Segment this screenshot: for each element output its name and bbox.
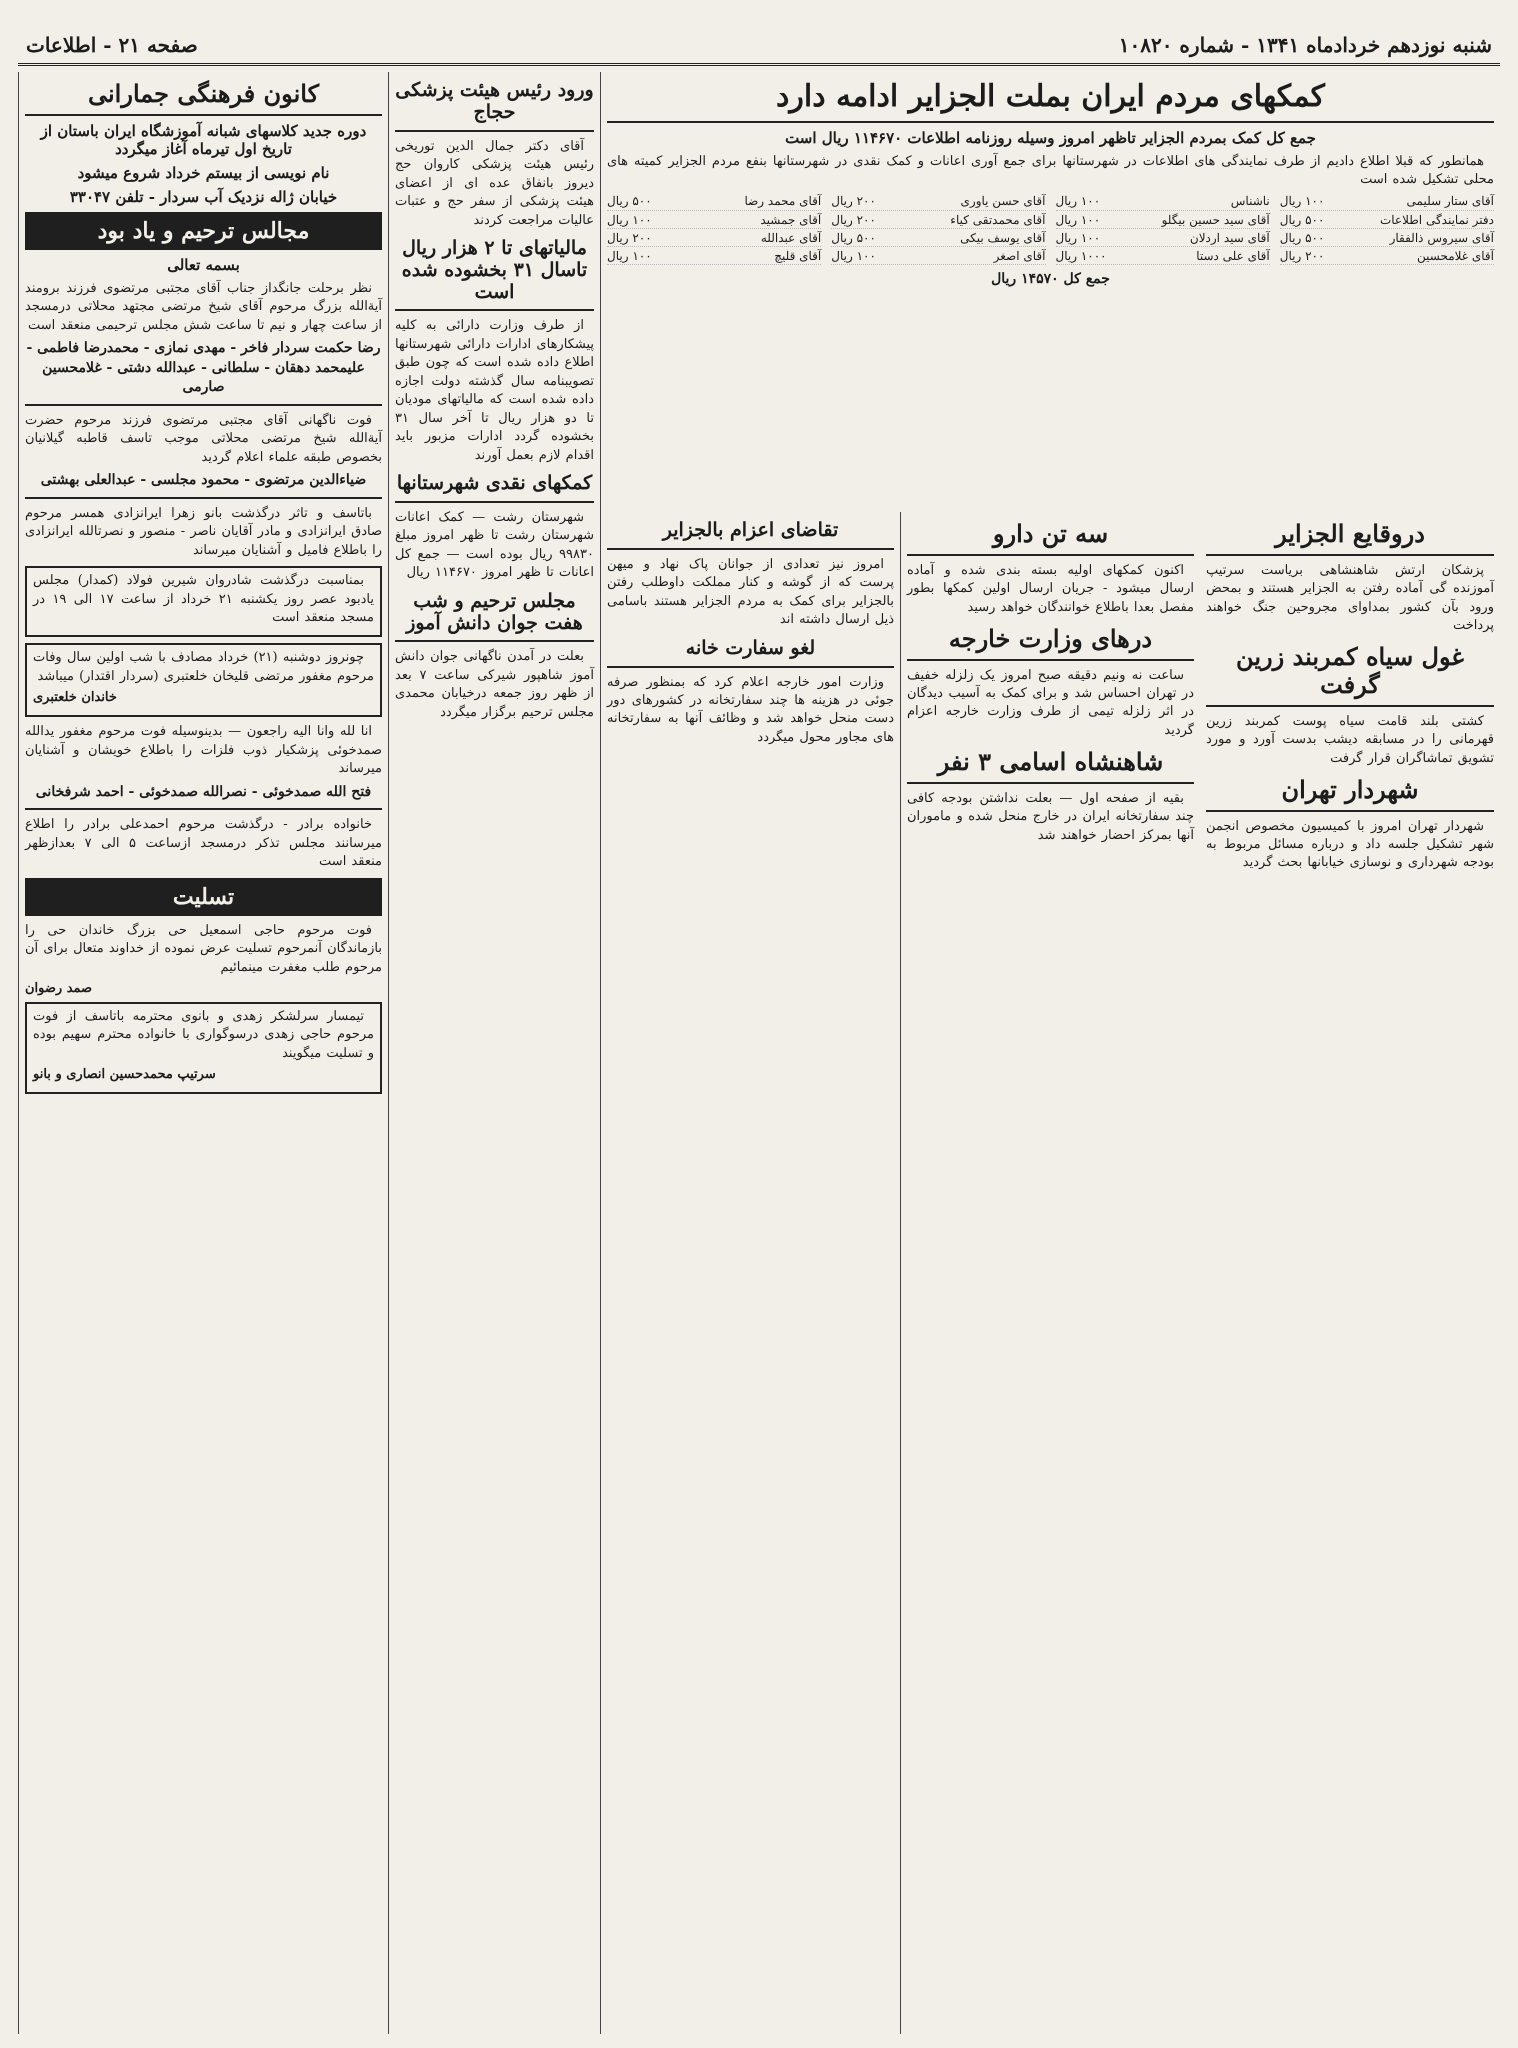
donor-name: آقای حسن یاوری bbox=[960, 194, 1046, 209]
notice-heading: بسمه تعالی bbox=[167, 255, 240, 274]
memorial-names-3: فتح الله صمدخوئی - نصرالله صمدخوئی - احمد شرفخانی bbox=[35, 783, 372, 800]
donor-name: آقای یوسف بیکی bbox=[960, 230, 1046, 245]
donor-amount: ۵۰۰ ریال bbox=[831, 230, 876, 245]
memorial-box-1 bbox=[25, 566, 382, 637]
column-e bbox=[1200, 512, 1500, 2034]
column-c bbox=[600, 512, 900, 2034]
story-title: شهردار تهران bbox=[1206, 772, 1494, 812]
header-page: صفحه ۲۱ - اطلاعات bbox=[26, 33, 198, 57]
story-text: امروز نیز تعدادی از جوانان پاک نهاد و میهن پرست که از گوشه و کنار مملکت داوطلب رفتن بالجزایر برای کمک به مردم الجزایر هستند باسامی ذیل ارسال داشته اند bbox=[607, 556, 894, 628]
memorial-signature-3: سرتیپ محمدحسین انصاری و بانو bbox=[33, 1067, 216, 1083]
donor-entry bbox=[1056, 212, 1270, 229]
story-text: وزارت امور خارجه اعلام کرد که بمنظور صرفه جوئی در هزینه ها چند سفارتخانه در کشورهای دور دست منحل خواهد شد و وظائف آنها به سفارتخانه های مجاور محول میگردد bbox=[607, 674, 894, 745]
story-text: آقای دکتر جمال الدین توریخی رئیس هیئت پزشکی کاروان حج دیروز بانفاق عده ای از اعضای هیئت پزشکی از سفر حج و عتبات عالیات مراجعت کردند bbox=[395, 138, 594, 228]
donor-name: ناشناس bbox=[1230, 194, 1270, 209]
story-title: ورود رئیس هیئت پزشکی حجاج bbox=[395, 76, 594, 132]
donor-name: آقای عبدالله bbox=[760, 230, 822, 245]
memorial-banner: مجالس ترحیم و یاد بود bbox=[25, 212, 382, 250]
donor-amount: ۵۰۰ ریال bbox=[1279, 212, 1325, 227]
donor-amount: ۱۰۰ ریال bbox=[831, 248, 876, 263]
memorial-names-2: ضیاءالدین مرتضوی - محمود مجلسی - عبدالعلی بهشتی bbox=[40, 472, 367, 489]
donor-name: آقای قلیچ bbox=[774, 248, 822, 263]
donor-entry bbox=[831, 212, 1045, 229]
donor-entry bbox=[1056, 248, 1270, 265]
story-title: مجلس ترحیم و شب هفت جوان دانش آموز bbox=[395, 587, 594, 643]
main-headline: کمکهای مردم ایران بملت الجزایر ادامه دارد bbox=[607, 76, 1494, 123]
memorial-box-1-text: بمناسبت درگذشت شادروان شیرین فولاد (کمدار) مجلس یادبود عصر روز یکشنبه ۲۱ خرداد از ساعت ۱۷ الی ۱۹ در مسجد منعقد است bbox=[33, 573, 374, 625]
donor-name: آقای سید اردلان bbox=[1189, 230, 1270, 245]
story-title: کمکهای نقدی شهرستانها bbox=[395, 469, 594, 503]
donor-list bbox=[607, 193, 1494, 265]
memorial-notice-5: خانواده برادر - درگذشت مرحوم احمدعلی برادر را اطلاع میرسانند مجلس تذکر درمسجد ازساعت ۵ الی ۷ بعدازظهر منعقد است bbox=[25, 817, 382, 870]
donor-amount: ۲۰۰ ریال bbox=[607, 230, 652, 245]
donor-name: آقای ستار سلیمی bbox=[1406, 194, 1494, 209]
main-subhead: جمع کل کمک بمردم الجزایر تاظهر امروز وسیله روزنامه اطلاعات ۱۱۴۶۷۰ ریال است bbox=[785, 128, 1316, 147]
donor-name: آقای محمدتقی کیاء bbox=[950, 212, 1046, 227]
culture-center-note: نام نویسی از بیستم خرداد شروع میشود bbox=[77, 163, 330, 182]
donor-name: آقای اصغر bbox=[993, 248, 1046, 263]
donor-amount: ۱۰۰ ریال bbox=[1279, 194, 1325, 209]
donor-entry bbox=[1280, 248, 1494, 265]
story-text: ساعت نه ونیم دقیقه صبح امروز یک زلزله خفیف در تهران احساس شد و برای کمک به آسیب دیدگان در اثر زلزله تیمی از طرف وزارت خارجه اعزام گردید bbox=[907, 667, 1194, 738]
column-d bbox=[900, 512, 1200, 2034]
donor-name: آقای غلامحسین bbox=[1416, 248, 1494, 263]
memorial-signature-1: خاندان خلعتبری bbox=[33, 690, 117, 706]
memorial-notice-4: انا لله وانا الیه راجعون — بدینوسیله فوت مرحوم مغفور یدالله صمدخوئی پزشکیار ذوب فلزات را باطلاع خویشان و آشنایان میرساند bbox=[25, 724, 382, 777]
donor-amount: ۱۰۰ ریال bbox=[1055, 230, 1101, 245]
donation-total: جمع کل ۱۴۵۷۰ ریال bbox=[991, 271, 1110, 288]
donor-entry bbox=[607, 193, 821, 210]
donor-amount: ۱۰۰۰ ریال bbox=[1055, 248, 1107, 263]
story-text: بعلت در آمدن ناگهانی جوان دانش آموز شاهپور شیرکی ساعت ۷ بعد از ظهر روز جمعه درخیابان محمدی مجلس ترحیم برگزار میگردد bbox=[395, 649, 594, 720]
condolence-notice: فوت مرحوم حاجی اسمعیل حی بزرگ خاندان حی را بازماندگان آنمرحوم تسلیت عرض نموده از خداوند متعال برای آن مرحوم طلب مغفرت مینمائیم bbox=[25, 922, 382, 975]
donor-entry bbox=[607, 248, 821, 265]
donor-amount: ۱۰۰ ریال bbox=[607, 212, 652, 227]
donor-entry bbox=[1056, 230, 1270, 247]
divider bbox=[25, 404, 382, 406]
donor-entry bbox=[831, 193, 1045, 210]
culture-center-title: کانون فرهنگی جمارانی bbox=[25, 76, 382, 116]
donor-name: آقای سید حسین بیگلو bbox=[1161, 212, 1270, 227]
story-title: سه تن دارو bbox=[907, 516, 1194, 556]
donor-amount: ۱۰۰ ریال bbox=[607, 248, 652, 263]
donor-name: آقای سیروس ذالفقار bbox=[1389, 230, 1494, 245]
story-text: شهرستان رشت — کمک اعانات شهرستان رشت تا ظهر امروز مبلغ ۹۹۸۳۰ ریال بوده است — جمع کل اعانات تا ظهر امروز ۱۱۴۶۷۰ ریال bbox=[395, 509, 594, 581]
memorial-notice-1: نظر برحلت جانگداز جناب آقای مجتبی مرتضوی فرزند برومند آیةالله بزرگ مرحوم آقای شیخ مرتضی مجتهد محلاتی درمسجد از ساعت چهار و نیم تا ساعت شش مجلس ترحیمی منعقد است bbox=[25, 280, 382, 333]
donor-entry bbox=[1280, 230, 1494, 247]
donor-name: آقای علی دستا bbox=[1196, 248, 1270, 263]
memorial-box-2-text: چونروز دوشنبه (۲۱) خرداد مصادف با شب اولین سال وفات مرحوم مغفور مرتضی قلیخان خلعتبری (سردار اقتدار) میباشد bbox=[33, 650, 374, 684]
donor-entry bbox=[831, 248, 1045, 265]
story-title: مالیاتهای تا ۲ هزار ریال تاسال ۳۱ بخشوده شده است bbox=[395, 234, 594, 312]
donor-amount: ۲۰۰ ریال bbox=[831, 194, 876, 209]
memorial-names-1: رضا حکمت سردار فاخر - مهدی نمازی - محمدرضا فاطمی - علیمحمد دهقان - سلطانی - عبدالله دشتی - غلامحسین صارمی bbox=[26, 339, 381, 396]
donor-entry bbox=[607, 230, 821, 247]
donor-entry bbox=[1056, 193, 1270, 210]
donor-amount: ۲۰۰ ریال bbox=[1279, 248, 1325, 263]
condolence-signature: صمد رضوان bbox=[25, 980, 93, 996]
condolence-banner: تسلیت bbox=[25, 878, 382, 916]
main-story bbox=[600, 72, 1500, 512]
divider bbox=[25, 497, 382, 499]
memorial-notice-3: باتاسف و تاثر درگذشت بانو زهرا ایرانزادی همسر مرحوم صادق ایرانزادی و مادر آقایان ناصر - منصور و نصرتالله ایرانزادی را باطلاع فامیل و آشنایان میرساند bbox=[25, 505, 382, 558]
story-text: اکنون کمکهای اولیه بسته بندی شده و آماده ارسال میشود - جریان ارسال اولین کمکها بطور مفصل بعدا باطلاع خوانندگان خواهد رسید bbox=[907, 562, 1194, 615]
donor-name: آقای جمشید bbox=[760, 212, 822, 227]
memorial-box-2 bbox=[25, 643, 382, 717]
donor-entry bbox=[831, 230, 1045, 247]
divider bbox=[25, 808, 382, 810]
story-title: لغو سفارت خانه bbox=[607, 634, 894, 668]
header-issue: شنبه نوزدهم خردادماه ۱۳۴۱ - شماره ۱۰۸۲۰ bbox=[1118, 33, 1492, 57]
story-text: بقیه از صفحه اول — بعلت نداشتن بودجه کافی چند سفارتخانه ایران در خارج منحل شده و ماموران آنها بمرکز احضار خواهند شد bbox=[907, 790, 1194, 843]
donor-amount: ۲۰۰ ریال bbox=[831, 212, 876, 227]
donor-entry bbox=[1280, 193, 1494, 210]
column-b bbox=[388, 72, 600, 2034]
story-text: شهردار تهران امروز با کمیسیون مخصوص انجمن شهر تشکیل جلسه داد و درباره مسائل مربوط به بودجه شهرداری و نوسازی خیابانها بحث گردید bbox=[1206, 818, 1494, 871]
donor-entry bbox=[1280, 212, 1494, 229]
story-text: از طرف وزارت دارائی به کلیه پیشکارهای ادارات دارائی شهرستانها اطلاع داده شده است که چون طبق تصویبنامه سال گذشته دولت اجازه داده شده است که مالیاتهای مودیان تا دو هزار ریال تا آخر سال ۳۱ بخشوده گردد ادارات مزبور باید اقدام لازم بعمل آورند bbox=[395, 318, 594, 463]
column-notices bbox=[18, 72, 388, 2034]
donor-amount: ۱۰۰ ریال bbox=[1055, 194, 1101, 209]
story-title: شاهنشاه اسامی ۳ نفر bbox=[907, 744, 1194, 784]
donor-name: دفتر نمایندگی اطلاعات bbox=[1379, 212, 1494, 227]
memorial-notice-2: فوت ناگهانی آقای مجتبی مرتضوی فرزند مرحوم حضرت آیةالله شیخ مرتضی محلاتی موجب تاسف قاطبه گیلانیان بخصوص طبقه علماء اعلام گردید bbox=[25, 412, 382, 465]
donor-amount: ۵۰۰ ریال bbox=[607, 194, 652, 209]
donor-entry bbox=[607, 212, 821, 229]
newspaper-page bbox=[18, 14, 1500, 2034]
culture-center-sub: دوره جدید کلاسهای شبانه آموزشگاه ایران باستان از تاریخ اول تیرماه آغاز میگردد bbox=[40, 121, 367, 158]
story-title: درهای وزارت خارجه bbox=[907, 621, 1194, 661]
story-title: غول سیاه کمربند زرین گرفت bbox=[1206, 639, 1494, 706]
story-text: پزشکان ارتش شاهنشاهی بریاست سرتیپ آموزنده گی آماده رفتن به الجزایر هستند و بمحض ورود بآن کشور بمداوای مجروحین جنگ خواهند پرداخت bbox=[1206, 562, 1494, 633]
story-title: دروقایع الجزایر bbox=[1206, 516, 1494, 556]
memorial-box-3-text: تیمسار سرلشکر زهدی و بانوی محترمه باتاسف از فوت مرحوم حاجی زهدی درسوگواری با خانواده محترم سهیم بوده و تسلیت میگویند bbox=[33, 1008, 374, 1061]
donor-name: آقای محمد رضا bbox=[744, 194, 822, 209]
story-title: تقاضای اعزام بالجزایر bbox=[607, 516, 894, 550]
donor-amount: ۱۰۰ ریال bbox=[1055, 212, 1101, 227]
story-text: کشتی بلند قامت سیاه پوست کمربند زرین قهرمانی را در مسابقه دیشب بدست آورد و مورد تشویق تماشاگران قرار گرفت bbox=[1206, 713, 1494, 766]
page-header bbox=[18, 14, 1500, 66]
main-intro: همانطور که قبلا اطلاع دادیم از طرف نمایندگی های اطلاعات در شهرستانها برای جمع آوری اعانات و کمک نقدی در شهرستانها بنفع مردم الجزایر کمیته های محلی تشکیل شده است bbox=[607, 153, 1494, 187]
donor-amount: ۵۰۰ ریال bbox=[1279, 230, 1325, 245]
culture-center-address: خیابان ژاله نزدیک آب سردار - تلفن ۳۳۰۴۷ bbox=[69, 187, 338, 206]
memorial-box-3 bbox=[25, 1002, 382, 1094]
